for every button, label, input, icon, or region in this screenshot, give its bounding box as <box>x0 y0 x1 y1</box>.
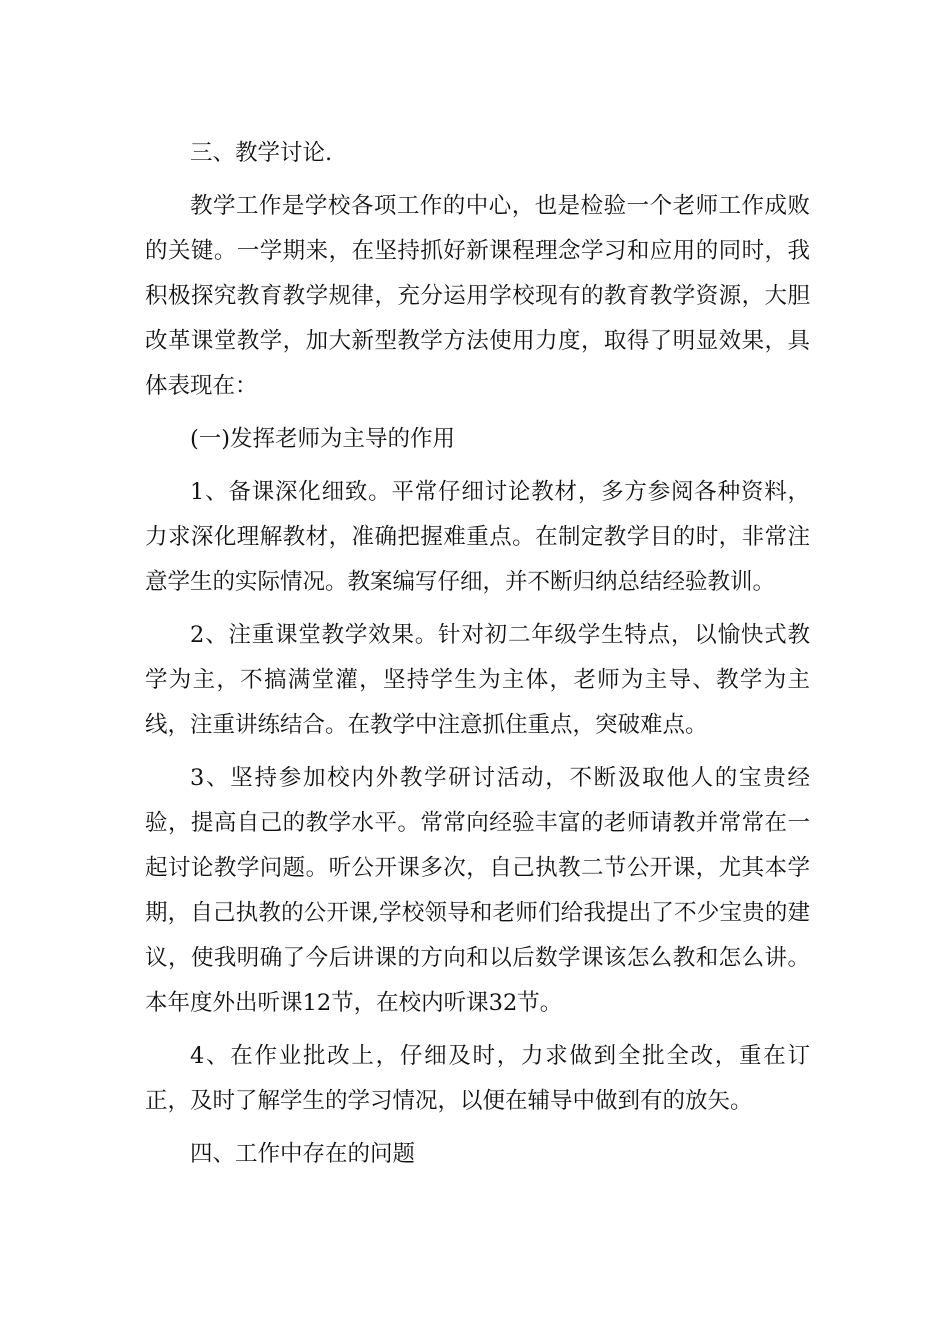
paragraph-teaching-overview: 教学工作是学校各项工作的中心，也是检验一个老师工作成败的关键。一学期来，在坚持抓好新课程理念学习和应用的同时，我积极探究教育教学规律，充分运用学校现有的教育教学资源，大胆改革课堂教学，加大新型教学方法使用力度，取得了明显效果，具体表现在： <box>145 193 810 399</box>
paragraph-item-4-homework-marking: 4、在作业批改上，仔细及时，力求做到全批全改，重在订正，及时了解学生的学习情况，以便在辅导中做到有的放矢。 <box>145 1043 810 1114</box>
subsection-heading-teacher-role: (一)发挥老师为主导的作用 <box>190 426 456 452</box>
paragraph-item-2-classroom-effect: 2、注重课堂教学效果。针对初二年级学生特点，以愉快式教学为主，不搞满堂灌，坚持学生为主体，老师为主导、教学为主线，注重讲练结合。在教学中注意抓住重点，突破难点。 <box>145 622 810 738</box>
section-heading-problems: 四、工作中存在的问题 <box>190 1141 416 1167</box>
section-heading-teaching-discussion: 三、教学讨论. <box>190 140 333 166</box>
paragraph-item-1-lesson-prep: 1、备课深化细致。平常仔细讨论教材，多方参阅各种资料，力求深化理解教材，准确把握难重点。在制定教学目的时，非常注意学生的实际情况。教案编写仔细，并不断归纳总结经验教训。 <box>145 479 810 595</box>
paragraph-item-3-research-activities: 3、坚持参加校内外教学研讨活动，不断汲取他人的宝贵经验，提高自己的教学水平。常常向经验丰富的老师请教并常常在一起讨论教学问题。听公开课多次，自己执教二节公开课，尤其本学期，自己执教的公开课,学校领导和老师们给我提出了不少宝贵的建议，使我明确了今后讲课的方向和以后数学课该怎么教和怎么讲。本年度外出听课12节，在校内听课32节。 <box>145 765 810 1016</box>
document-body <box>145 131 810 1177</box>
